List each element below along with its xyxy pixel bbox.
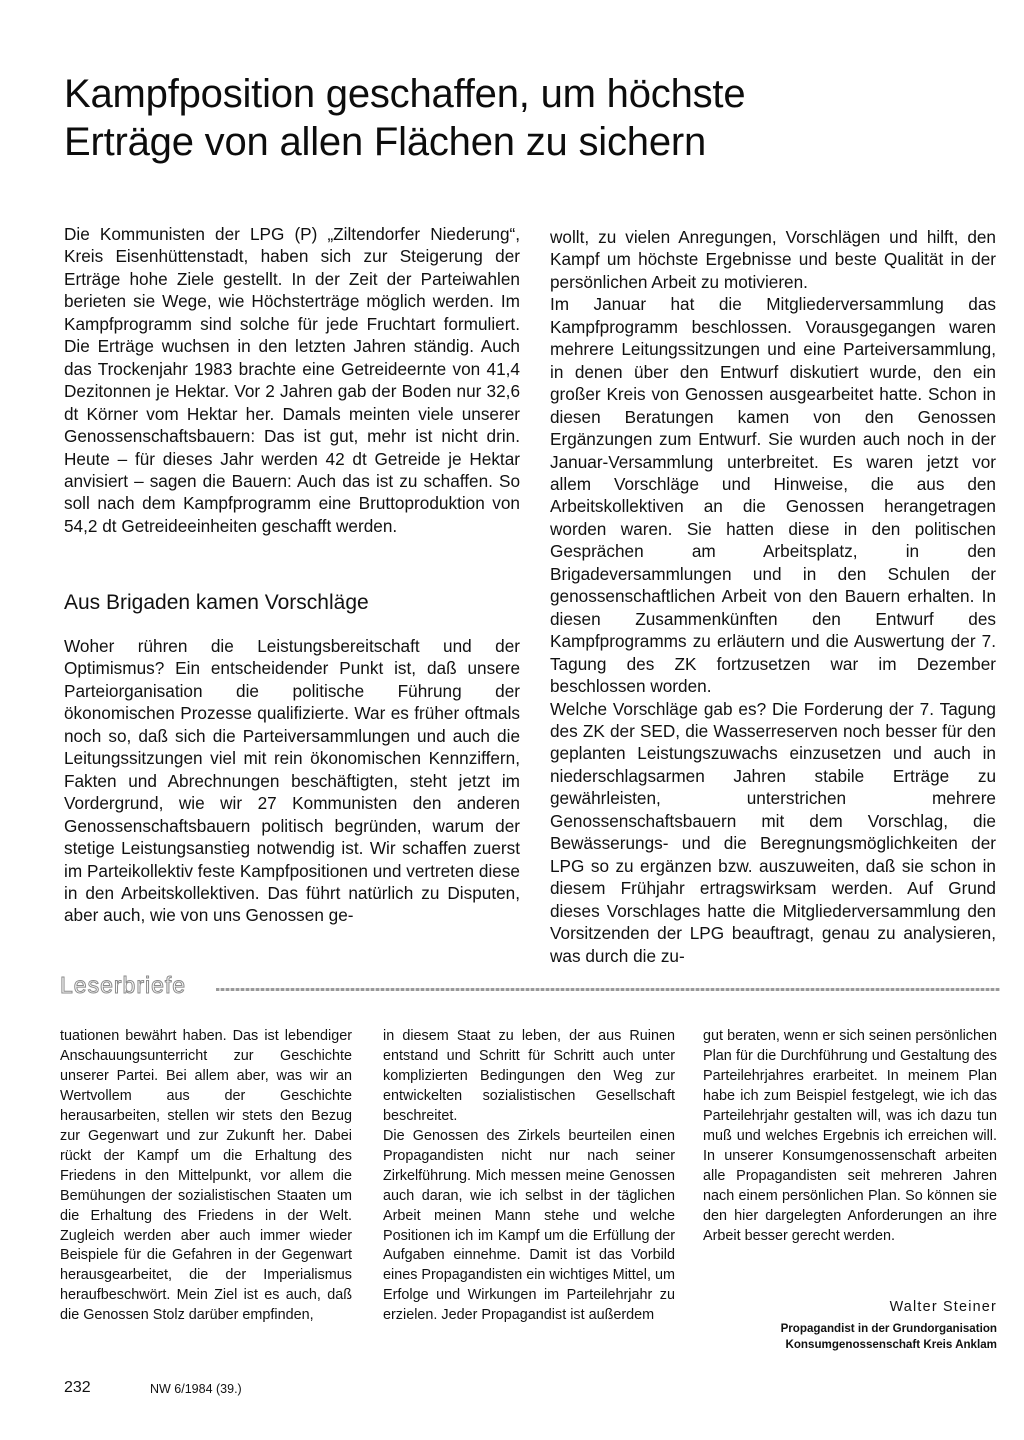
letter-paragraph: gut beraten, wenn er sich seinen persönlichen Plan für die Durchführung und Gestaltung des Parteilehrjahres erarbeitet. In meinem Plan habe ich zum Beispiel festgelegt, wie ich das Parteilehrjahr gestalten will, was ich dazu tun muß und welches Ergebnis ich erreichen will. In unserer Konsumgenossenschaft arbeiten alle Propagandisten seit mehreren Jahren nach einem persönlichen Plan. So können sie den hier dargelegten Anforderungen an ihre Arbeit besser gerecht werden. — [703, 1028, 997, 1244]
headline-line-1: Kampfposition geschaffen, um höchste — [64, 72, 746, 116]
letter-author: Walter Steiner — [889, 1299, 997, 1315]
section-divider — [216, 988, 1000, 991]
letters-column-1 — [60, 1027, 352, 1326]
article-paragraph: wollt, zu vielen Anregungen, Vorschlägen und hilft, den Kampf um höchste Ergebnisse und beste Qualität in der persönlichen Arbeit zu motivieren. — [550, 227, 996, 292]
article-column-right — [550, 226, 996, 967]
article-column-left-top — [64, 223, 520, 537]
letter-paragraph: in diesem Staat zu leben, der aus Ruinen entstand und Schritt für Schritt auch unter komplizierten Bedingungen den Weg zur entwickelten sozialistischen Gesellschaft beschreitet. — [383, 1028, 675, 1124]
article-column-left-bottom — [64, 635, 520, 927]
article-paragraph: Die Kommunisten der LPG (P) „Ziltendorfer Niederung“, Kreis Eisenhüttenstadt, haben sich zur Steigerung der Erträge hohe Ziele gestellt. In der Zeit der Parteiwahlen berieten sie Wege, wie Höchsterträge möglich werden. Im Kampfprogramm sind solche für jede Fruchtart formuliert. Die Erträge wuchsen in den letzten Jahren ständig. Auch das Trockenjahr 1983 brachte eine Getreideernte von 41,4 Dezitonnen je Hektar. Vor 2 Jahren gab der Boden nur 32,6 dt Körner vom Hektar her. Damals meinten viele unserer Genossenschaftsbauern: Das ist gut, mehr ist nicht drin. Heute – für dieses Jahr werden 42 dt Getreide je Hektar anvisiert – sagen die Bauern: Auch das ist zu schaffen. So soll nach dem Kampfprogramm eine Bruttoproduktion von 54,2 dt Getreideeinheiten geschafft werden. — [64, 224, 520, 536]
article-headline — [64, 70, 964, 166]
article-paragraph: Im Januar hat die Mitgliederversammlung das Kampfprogramm beschlossen. Vorausgegangen waren mehrere Leitungssitzungen und eine Parteiversammlung, in denen über den Entwurf diskutiert wurde, den ein großer Kreis von Genossen ausgearbeitet hatte. Schon in diesen Beratungen kamen von den Genossen Ergänzungen zum Entwurf. Sie wurden auch noch in der Januar-Versammlung unterbreitet. Es waren jetzt vor allem Vorschläge und Hinweise, die aus den Arbeitskollektiven an die Genossen herangetragen worden waren. Sie hatten diese in den politischen Gesprächen am Arbeitsplatz, in den Brigadeversammlungen und in den Schulen der genossenschaftlichen Arbeit von den Bauern erhalten. In diesen Zusammenkünften den Entwurf des Kampfprogramms zu erläutern und die Auswertung der 7. Tagung des ZK fortzusetzen war im Dezember beschlossen worden. — [550, 294, 996, 697]
page-number: 232 — [64, 1379, 91, 1396]
article-subheading: Aus Brigaden kamen Vorschläge — [64, 591, 369, 614]
letters-section-label: Leserbriefe — [60, 972, 187, 998]
issue-reference: NW 6/1984 (39.) — [150, 1382, 242, 1396]
letters-column-2 — [383, 1027, 675, 1326]
headline-line-2: Erträge von allen Flächen zu sichern — [64, 120, 707, 164]
letter-author-affiliation — [703, 1321, 997, 1353]
letter-paragraph: tuationen bewährt haben. Das ist lebendiger Anschauungsunterricht zur Geschichte unserer Partei. Bei allem aber, was wir an Wertvollem aus der Geschichte herausarbeiten, stellen wir stets den Bezug zur Gegenwart und zur Zukunft her. Dabei rückt der Kampf um die Erhaltung des Friedens in den Mittelpunkt, vor allem die Bemühungen der sozialistischen Staaten um die Erhaltung des Friedens in der Welt. Zugleich werden aber auch immer wieder Beispiele für die Gefahren in der Gegenwart herausgearbeitet, die der Imperialismus heraufbeschwört. Mein Ziel ist es auch, daß die Genossen Stolz darüber empfinden, — [60, 1028, 352, 1324]
article-paragraph: Welche Vorschläge gab es? Die Forderung der 7. Tagung des ZK der SED, die Wasserreserven noch besser für den geplanten Leistungszuwachs einzusetzen und auch in niederschlagsarmen Jahren stabile Erträge zu gewährleisten, unterstrichen mehrere Genossenschaftsbauern mit dem Vorschlag, die Bewässerungs- und die Beregnungsmöglichkeiten der LPG so zu ergänzen bzw. auszuweiten, daß sie schon in diesem Frühjahr ertragswirksam werden. Auf Grund dieses Vorschlages hatte die Mitgliederversammlung den Vorsitzenden der LPG beauftragt, genau zu analysieren, was durch die zu- — [550, 698, 996, 966]
letters-section-header — [60, 970, 1000, 1000]
affiliation-line-1: Propagandist in der Grundorganisation — [780, 1322, 997, 1335]
article-paragraph: Woher rühren die Leistungsbereitschaft und der Optimismus? Ein entscheidender Punkt ist, daß unsere Parteiorganisation die politische Führung der ökonomischen Prozesse qualifizierte. War es früher oftmals noch so, daß sich die Parteiversammlungen und auch die Leitungssitzungen viel mit rein ökonomischen Kennziffern, Fakten und Abrechnungen beschäftigten, steht jetzt im Vordergrund, wie wir 27 Kommunisten den anderen Genossenschaftsbauern politisch begründen, warum der stetige Leistungsanstieg notwendig ist. Wir schaffen zuerst im Parteikollektiv feste Kampfpositionen und vertreten diese in den Arbeitskollektiven. Das führt natürlich zu Disputen, aber auch, wie von uns Genossen ge- — [64, 636, 520, 926]
letter-paragraph: Die Genossen des Zirkels beurteilen einen Propagandisten nicht nur nach seiner Zirkelführung. Mich messen meine Genossen auch daran, wie ich selbst in der täglichen Arbeit meinen Mann stehe und welche Positionen ich im Kampf um die Erfüllung der Aufgaben einnehme. Damit ist das Vorbild eines Propagandisten ein wichtiges Mittel, um Erfolge und Wirkungen im Parteilehrjahr zu erzielen. Jeder Propagandist ist außerdem — [383, 1127, 675, 1324]
affiliation-line-2: Konsumgenossenschaft Kreis Anklam — [785, 1338, 997, 1351]
letters-column-3 — [703, 1027, 997, 1246]
